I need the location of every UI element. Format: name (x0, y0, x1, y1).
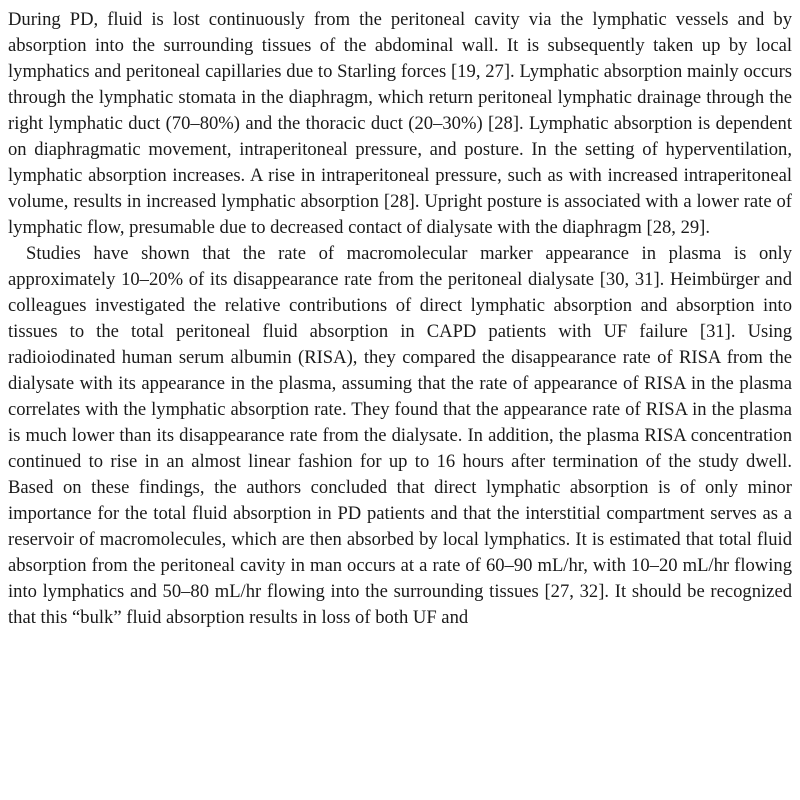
paragraph-macromolecular-marker-studies: Studies have shown that the rate of macromolecular marker appearance in plasma is only approximately 10–20% of its disappearance rate from the peritoneal dialysate [30, 31]. Heimbürger and colleagues investigated the relative contributions of direct lymphatic absorption and absorption into tissues to the total peritoneal fluid absorption in CAPD patients with UF failure [31]. Using radioiodinated human serum albumin (RISA), they compared the disappearance rate of RISA from the dialysate with its appearance in the plasma, assuming that the rate of appearance of RISA in the plasma correlates with the lymphatic absorption rate. They found that the appearance rate of RISA in the plasma is much lower than its disappearance rate from the dialysate. In addition, the plasma RISA concentration continued to rise in an almost linear fashion for up to 16 hours after termination of the study dwell. Based on these findings, the authors concluded that direct lymphatic absorption is of only minor importance for the total fluid absorption in PD patients and that the interstitial compartment serves as a reservoir of macromolecules, which are then absorbed by local lymphatics. It is estimated that total fluid absorption from the peritoneal cavity in man occurs at a rate of 60–90 mL/hr, with 10–20 mL/hr flowing into lymphatics and 50–80 mL/hr flowing into the surrounding tissues [27, 32]. It should be recognized that this “bulk” fluid absorption results in loss of both UF and (8, 243, 792, 628)
paragraph-lymphatic-absorption: During PD, fluid is lost continuously from the peritoneal cavity via the lymphatic vessels and by absorption into the surrounding tissues of the abdominal wall. It is subsequently taken up by local lymphatics and peritoneal capillaries due to Starling forces [19, 27]. Lymphatic absorption mainly occurs through the lymphatic stomata in the diaphragm, which return peritoneal lymphatic drainage through the right lymphatic duct (70–80%) and the thoracic duct (20–30%) [28]. Lymphatic absorption is dependent on diaphragmatic movement, intraperitoneal pressure, and posture. In the setting of hyperventilation, lymphatic absorption increases. A rise in intraperitoneal pressure, such as with increased intraperitoneal volume, results in increased lymphatic absorption [28]. Upright posture is associated with a lower rate of lymphatic flow, presumable due to decreased contact of dialysate with the diaphragm [28, 29]. (8, 9, 792, 238)
